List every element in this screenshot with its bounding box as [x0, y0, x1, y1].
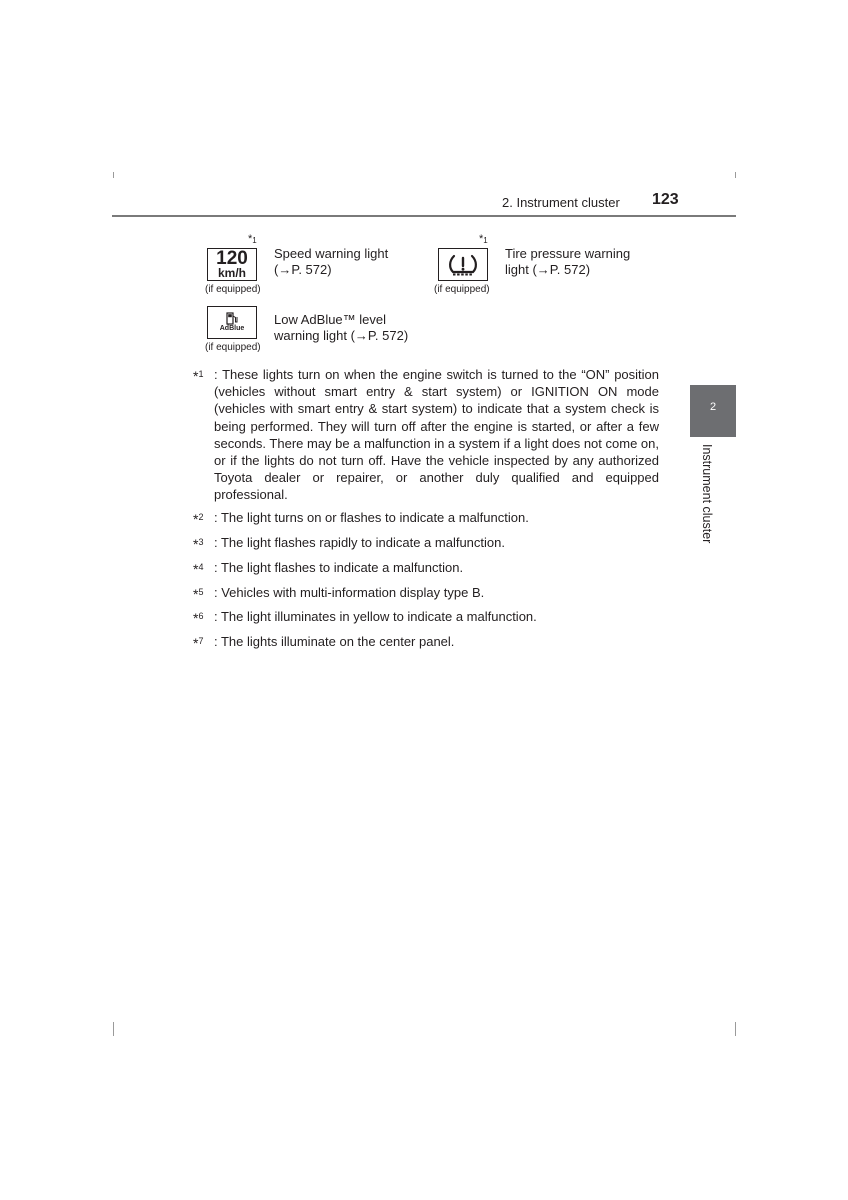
if-equipped-note: (if equipped) [434, 284, 490, 295]
footnote-text: : The lights illuminate on the center panel. [214, 634, 455, 650]
footnote-text: : The light flashes rapidly to indicate a malfunction. [214, 535, 505, 551]
footnote-item [193, 584, 659, 603]
tire-pressure-description: Tire pressure warning light (→P. 572) [505, 246, 631, 277]
footnote-text: : The light illuminates in yellow to indicate a malfunction. [214, 609, 537, 625]
speed-warning-icon [207, 248, 257, 281]
fuel-pump-icon [225, 312, 239, 325]
footnote-marker: *$^2$ [193, 511, 204, 528]
speed-warning-description: Speed warning light (→P. 572) [274, 246, 389, 277]
low-adblue-description: Low AdBlue™ level warning light (→P. 572) [274, 312, 409, 343]
footnote-item [193, 559, 659, 578]
low-adblue-icon [207, 306, 257, 339]
footnotes-list [193, 366, 659, 658]
footnote-marker: *$^5$ [193, 585, 204, 602]
crop-mark-top-left [113, 172, 114, 178]
crop-mark-bottom-left [113, 1022, 114, 1036]
speed-value-text: 120 [216, 247, 248, 269]
page-number: 123 [652, 191, 679, 208]
footnote-item [193, 509, 659, 528]
if-equipped-note: (if equipped) [205, 342, 261, 353]
section-title: 2. Instrument cluster [502, 195, 620, 210]
footnote-text: : Vehicles with multi-information display type B. [214, 584, 485, 600]
footnote-item [193, 633, 659, 652]
header-divider [112, 215, 736, 217]
footnote-text: : The light flashes to indicate a malfunction. [214, 559, 464, 575]
footnote-text: : The light turns on or flashes to indicate a malfunction. [214, 510, 529, 526]
footnote-ref: $*_1$ [248, 233, 257, 245]
footnote-marker: *$^6$ [193, 610, 204, 627]
speed-unit-text: km/h [217, 265, 246, 280]
footnote-ref: $*_1$ [479, 233, 488, 245]
tire-pressure-warning-icon [438, 248, 488, 281]
footnote-item [193, 608, 659, 627]
chapter-number: 2 [709, 401, 717, 413]
tire-pressure-icon [446, 252, 480, 278]
footnote-marker: *$^7$ [193, 635, 204, 652]
if-equipped-note: (if equipped) [205, 284, 261, 295]
crop-mark-bottom-right [735, 1022, 736, 1036]
footnote-marker: *$^1$ [193, 368, 204, 384]
chapter-tab [690, 385, 736, 437]
crop-mark-top-right [735, 172, 736, 178]
footnote-marker: *$^3$ [193, 536, 204, 553]
adblue-text: AdBlue [219, 325, 245, 332]
footnote-marker: *$^4$ [193, 560, 204, 577]
chapter-label: Instrument cluster [700, 444, 714, 544]
footnote-item [193, 534, 659, 553]
footnote-item [193, 366, 659, 504]
footnote-text: : These lights turn on when the engine switch is turned to the “ON” position (vehicles without smart entry & start system) or IGNITION ON mode (vehicles with smart entry & start system) to indicate that a system check is being performed. They will turn off after the engine is started, or after a few seconds. There may be a malfunction in a system if a light does not come on, or if the lights do not turn off. Have the vehicle inspected by any authorized Toyota dealer or repairer, or another duly qualified and equipped professional. [214, 367, 659, 503]
